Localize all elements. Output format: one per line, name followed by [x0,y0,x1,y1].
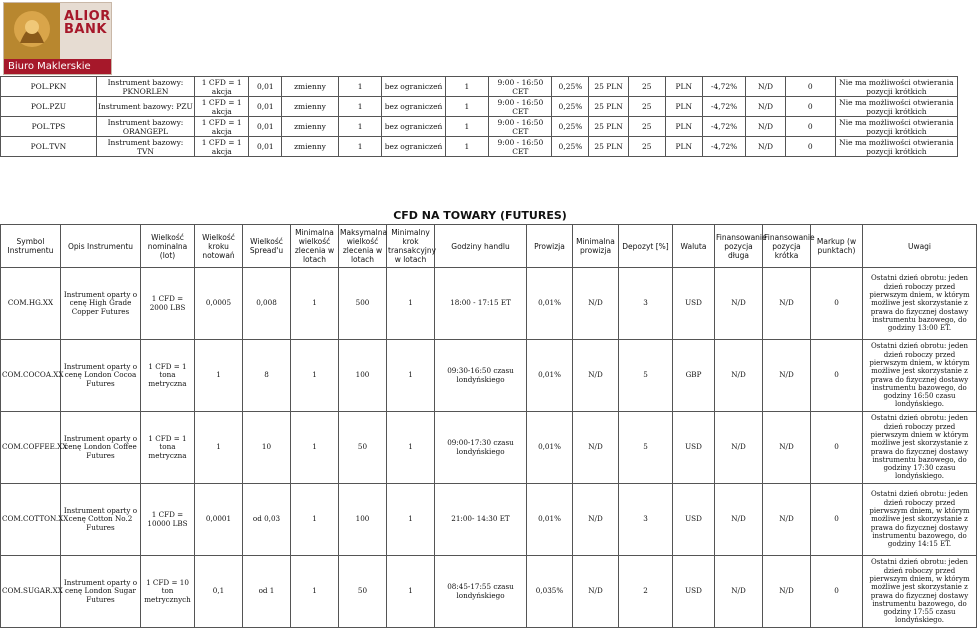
futures-cell: 1 CFD = 10000 LBS [141,484,195,556]
futures-cell: 1 [387,556,435,628]
futures-cell: od 0,03 [243,484,291,556]
futures-cell: 1 [291,556,339,628]
stock-cell: 1 CFD = 1 akcja [195,77,249,97]
futures-cell: 0,008 [243,268,291,340]
stock-cell: -4,72% [702,97,746,117]
stock-cell: N/D [746,77,785,97]
futures-cell: 1 CFD = 1 tona metryczna [141,340,195,412]
stock-cell: Instrument bazowy: PZU [96,97,194,117]
futures-row [1,484,977,556]
futures-cell: 1 CFD = 2000 LBS [141,268,195,340]
stock-cell: 0 [785,137,835,157]
futures-cell: 0 [811,268,863,340]
stock-cell: POL.PZU [1,97,97,117]
futures-cell: 1 [387,340,435,412]
stock-cell: 0,01 [249,97,282,117]
stock-cell: 25 [628,97,665,117]
brand-name: ALIOR BANK [64,9,111,37]
stock-cell: POL.TPS [1,117,97,137]
stock-cell: 0,01 [249,77,282,97]
futures-cell: Instrument oparty o cenę London Coffee Futures [61,412,141,484]
futures-cell: 1 [195,412,243,484]
futures-row [1,412,977,484]
alior-logo [3,2,112,75]
stock-cell: 1 CFD = 1 akcja [195,137,249,157]
stock-cell: 1 CFD = 1 akcja [195,97,249,117]
futures-cell: 0 [811,412,863,484]
stock-cell: 9:00 - 16:50 CET [489,137,552,157]
column-header: Symbol Instrumentu [1,225,61,268]
futures-cell: USD [673,412,715,484]
futures-row [1,268,977,340]
column-header: Depozyt [%] [619,225,673,268]
stock-cell: 1 [338,77,382,97]
futures-cell: od 1 [243,556,291,628]
futures-cell: 09:00-17:30 czasu londyńskiego [435,412,527,484]
futures-cell: 1 CFD = 1 tona metryczna [141,412,195,484]
futures-cell: N/D [763,412,811,484]
stock-cell: PLN [665,117,702,137]
futures-row [1,340,977,412]
column-header: Wielkość kroku notowań [195,225,243,268]
stock-cell: zmienny [282,97,339,117]
stock-row [1,117,958,137]
column-header: Minimalna wielkość zlecenia w lotach [291,225,339,268]
stock-cell: Instrument bazowy: ORANGEPL [96,117,194,137]
futures-cell: Instrument oparty o cenę London Sugar Futures [61,556,141,628]
futures-cell: Instrument oparty o cenę High Grade Copper Futures [61,268,141,340]
column-header: Opis Instrumentu [61,225,141,268]
stock-cell: 1 [338,137,382,157]
futures-cell: 1 [195,340,243,412]
futures-cell: 8 [243,340,291,412]
remarks-cell: Ostatni dzień obrotu: jeden dzień roboczy przed pierwszym dniem, w którym możliwe jest skorzystanie z prawa do fizycznej dostawy instrumentu bazowego, do godziny 13:00 ET. [863,268,977,340]
futures-cell: 0 [811,340,863,412]
stock-cell: -4,72% [702,137,746,157]
futures-section-title: CFD NA TOWARY (FUTURES) [393,209,567,222]
stock-cell: 25 [628,77,665,97]
futures-cell: 500 [339,268,387,340]
column-header: Godziny handlu [435,225,527,268]
futures-cell: 3 [619,484,673,556]
futures-cell: N/D [573,412,619,484]
stock-cell: POL.TVN [1,137,97,157]
stock-cell: 0,25% [552,97,589,117]
futures-cell: COM.HG.XX [1,268,61,340]
futures-cell: 1 [387,484,435,556]
futures-cell: 0,0005 [195,268,243,340]
stock-cell: 0,01 [249,137,282,157]
stock-row [1,77,958,97]
futures-cell: 0,01% [527,340,573,412]
futures-cell: 0,01% [527,268,573,340]
futures-cell: 100 [339,484,387,556]
futures-cell: 18:00 - 17:15 ET [435,268,527,340]
futures-cell: 50 [339,412,387,484]
futures-cell: 21:00- 14:30 ET [435,484,527,556]
stock-cell: N/D [746,97,785,117]
futures-cell: USD [673,268,715,340]
stock-cell: 9:00 - 16:50 CET [489,77,552,97]
stock-cell: -4,72% [702,117,746,137]
futures-cell: 10 [243,412,291,484]
stock-cell: 1 [445,117,489,137]
futures-cell: 09:30-16:50 czasu londyńskiego [435,340,527,412]
stock-cell: N/D [746,117,785,137]
stock-cell: zmienny [282,137,339,157]
column-header: Wielkość nominalna (lot) [141,225,195,268]
futures-cell: COM.COTTON.XX [1,484,61,556]
stock-cell: 0 [785,77,835,97]
futures-cell: 5 [619,340,673,412]
remarks-cell: Ostatni dzień obrotu: jeden dzień roboczy przed pierwszym dniem, w którym możliwe jest skorzystanie z prawa do fizycznej dostawy instrumentu bazowego, do godziny 16:50 czasu londyńskiego. [863,340,977,412]
futures-row [1,556,977,628]
futures-cell: 1 [291,412,339,484]
futures-cell: N/D [715,268,763,340]
futures-cell: USD [673,556,715,628]
stock-cell: bez ograniczeń [382,97,445,117]
futures-cell: COM.COFFEE.XX [1,412,61,484]
futures-cell: 1 [291,340,339,412]
futures-cell: 0 [811,556,863,628]
stock-cell: PLN [665,77,702,97]
stock-cell: bez ograniczeń [382,137,445,157]
futures-cell: 1 [387,412,435,484]
futures-cell: GBP [673,340,715,412]
futures-cell: N/D [763,556,811,628]
remarks-cell: Ostatni dzień obrotu: jeden dzień roboczy przed pierwszym dniem, w którym możliwe jest skorzystanie z prawa do fizycznej dostawy instrumentu bazowego, do godziny 14:15 ET. [863,484,977,556]
futures-cell: USD [673,484,715,556]
stock-cell: 1 CFD = 1 akcja [195,117,249,137]
futures-cell: 0 [811,484,863,556]
column-header: Uwagi [863,225,977,268]
column-header: Minimalna prowizja [573,225,619,268]
stock-cell: 0,25% [552,137,589,157]
futures-cell: N/D [573,556,619,628]
futures-cell: 5 [619,412,673,484]
stock-cell: 1 [445,97,489,117]
futures-cell: 1 [291,484,339,556]
column-header: Wielkość Spread'u [243,225,291,268]
futures-cell: N/D [573,340,619,412]
stock-row [1,137,958,157]
stock-cell: 1 [445,77,489,97]
futures-cell: 1 [387,268,435,340]
stock-cell: 25 PLN [589,97,628,117]
column-header: Finansowanie pozycja długa [715,225,763,268]
column-header: Waluta [673,225,715,268]
futures-cell: 50 [339,556,387,628]
futures-cell: Instrument oparty o cenę London Cocoa Futures [61,340,141,412]
futures-cell: N/D [715,556,763,628]
futures-cell: N/D [715,412,763,484]
stock-cell: 9:00 - 16:50 CET [489,97,552,117]
futures-cell: 3 [619,268,673,340]
lion-emblem-icon [4,3,60,59]
futures-cell: 0,01% [527,412,573,484]
stock-cell: Nie ma możliwości otwierania pozycji krótkich [835,117,957,137]
stock-cell: 1 [338,97,382,117]
futures-cell: 2 [619,556,673,628]
stock-cell: 0,25% [552,77,589,97]
futures-cell: 100 [339,340,387,412]
stock-cell: zmienny [282,117,339,137]
stock-cell: Nie ma możliwości otwierania pozycji krótkich [835,77,957,97]
stock-cell: 25 [628,117,665,137]
futures-cell: 08:45-17:55 czasu londyńskiego [435,556,527,628]
column-header: Maksymalna wielkość zlecenia w lotach [339,225,387,268]
futures-cell: N/D [573,268,619,340]
stock-cell: bez ograniczeń [382,117,445,137]
stock-cell: 25 [628,137,665,157]
stocks-table [0,76,958,157]
futures-cell: 0,0001 [195,484,243,556]
futures-table [0,224,977,628]
stock-cell: Nie ma możliwości otwierania pozycji krótkich [835,97,957,117]
stock-cell: 25 PLN [589,77,628,97]
futures-cell: 0,1 [195,556,243,628]
stock-cell: Nie ma możliwości otwierania pozycji krótkich [835,137,957,157]
stock-cell: zmienny [282,77,339,97]
stock-cell: Instrument bazowy: PKNORLEN [96,77,194,97]
stock-cell: 0 [785,117,835,137]
futures-cell: COM.SUGAR.XX [1,556,61,628]
stock-cell: 0,25% [552,117,589,137]
stock-cell: 25 PLN [589,137,628,157]
stock-row [1,97,958,117]
stock-cell: 25 PLN [589,117,628,137]
remarks-cell: Ostatni dzień obrotu: jeden dzień roboczy przed pierwszym dniem w którym możliwe jest skorzystanie z prawa do fizycznej dostawy instrumentu bazowego, do godziny 17:30 czasu londyńskiego. [863,412,977,484]
futures-cell: 0,035% [527,556,573,628]
stock-cell: bez ograniczeń [382,77,445,97]
futures-cell: N/D [573,484,619,556]
futures-cell: N/D [763,268,811,340]
stock-cell: -4,72% [702,77,746,97]
stock-cell: PLN [665,97,702,117]
stock-cell: 1 [338,117,382,137]
futures-cell: N/D [763,340,811,412]
futures-cell: COM.COCOA.XX [1,340,61,412]
stock-cell: POL.PKN [1,77,97,97]
stock-cell: 0,01 [249,117,282,137]
futures-cell: 1 [291,268,339,340]
column-header: Minimalny krok transakcyjny w lotach [387,225,435,268]
futures-cell: N/D [715,340,763,412]
stock-cell: 0 [785,97,835,117]
futures-cell: 0,01% [527,484,573,556]
remarks-cell: Ostatni dzień obrotu: jeden dzień roboczy przed pierwszym dniem, w którym możliwe jest skorzystanie z prawa do fizycznej dostawy instrumentu bazowego, do godziny 17:55 czasu londyńskiego. [863,556,977,628]
futures-cell: 1 CFD = 10 ton metrycznych [141,556,195,628]
futures-cell: N/D [763,484,811,556]
stock-cell: PLN [665,137,702,157]
column-header: Finansowanie pozycja krótka [763,225,811,268]
stock-cell: 9:00 - 16:50 CET [489,117,552,137]
futures-cell: Instrument oparty o cenę Cotton No.2 Futures [61,484,141,556]
stock-cell: 1 [445,137,489,157]
futures-cell: N/D [715,484,763,556]
stock-cell: Instrument bazowy: TVN [96,137,194,157]
column-header: Prowizja [527,225,573,268]
column-header: Markup (w punktach) [811,225,863,268]
stock-cell: N/D [746,137,785,157]
brand-subtitle: Biuro Maklerskie [4,59,111,74]
